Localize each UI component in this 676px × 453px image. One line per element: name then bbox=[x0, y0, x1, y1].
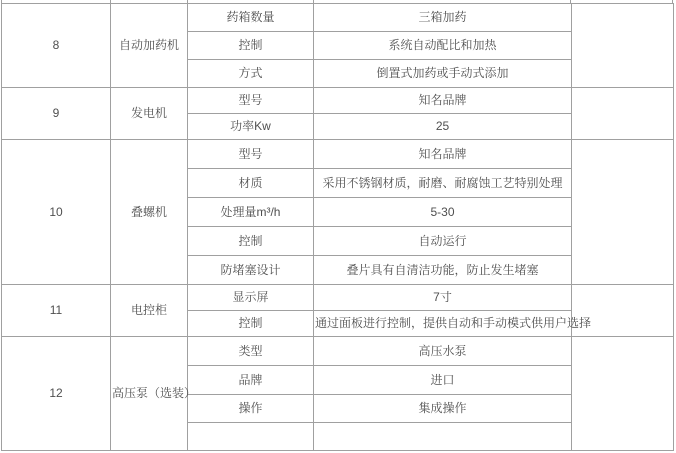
param-cell: 防堵塞设计 bbox=[188, 256, 314, 285]
value-cell: 三箱加药 bbox=[314, 4, 572, 32]
value-cell: 集成操作 bbox=[314, 395, 572, 423]
equipment-name-cell: 电控柜 bbox=[111, 285, 188, 337]
param-cell: 药箱数量 bbox=[188, 4, 314, 32]
value-cell: 叠片具有自清洁功能，防止发生堵塞 bbox=[314, 256, 572, 285]
value-cell: 倒置式加药或手动式添加 bbox=[314, 60, 572, 88]
value-cell: 知名品牌 bbox=[314, 140, 572, 169]
value-cell: 采用不锈钢材质，耐磨、耐腐蚀工艺特别处理 bbox=[314, 169, 572, 198]
row-number-cell: 8 bbox=[2, 4, 111, 88]
value-cell: 通过面板进行控制，提供自动和手动模式供用户选择 bbox=[314, 311, 572, 337]
param-cell: 显示屏 bbox=[188, 285, 314, 311]
param-cell: 品牌 bbox=[188, 366, 314, 395]
table-row bbox=[2, 88, 674, 114]
row-number-cell: 9 bbox=[2, 88, 111, 140]
param-cell: 处理量m³/h bbox=[188, 198, 314, 227]
row-number-cell: 12 bbox=[2, 337, 111, 451]
equipment-name-cell: 高压泵（选装） bbox=[111, 337, 188, 451]
param-cell: 方式 bbox=[188, 60, 314, 88]
param-cell: 型号 bbox=[188, 88, 314, 114]
param-cell: 控制 bbox=[188, 311, 314, 337]
notes-cell bbox=[572, 337, 674, 451]
param-cell: 功率Kw bbox=[188, 114, 314, 140]
notes-cell bbox=[572, 88, 674, 140]
table-row bbox=[2, 4, 674, 32]
spec-table bbox=[1, 3, 674, 451]
equipment-name-cell: 叠螺机 bbox=[111, 140, 188, 285]
row-number-cell: 11 bbox=[2, 285, 111, 337]
value-cell: 高压水泵 bbox=[314, 337, 572, 366]
equipment-name-cell: 自动加药机 bbox=[111, 4, 188, 88]
param-cell: 材质 bbox=[188, 169, 314, 198]
equipment-name-cell: 发电机 bbox=[111, 88, 188, 140]
value-cell: 知名品牌 bbox=[314, 88, 572, 114]
row-number-cell: 10 bbox=[2, 140, 111, 285]
param-cell: 控制 bbox=[188, 32, 314, 60]
param-cell: 操作 bbox=[188, 395, 314, 423]
value-cell: 7寸 bbox=[314, 285, 572, 311]
notes-cell bbox=[572, 4, 674, 88]
param-cell: 控制 bbox=[188, 227, 314, 256]
param-cell bbox=[188, 423, 314, 451]
notes-cell bbox=[572, 140, 674, 285]
param-cell: 类型 bbox=[188, 337, 314, 366]
value-cell: 进口 bbox=[314, 366, 572, 395]
value-cell bbox=[314, 423, 572, 451]
param-cell: 型号 bbox=[188, 140, 314, 169]
value-cell: 系统自动配比和加热 bbox=[314, 32, 572, 60]
value-cell: 5-30 bbox=[314, 198, 572, 227]
table-row bbox=[2, 285, 674, 311]
table-row bbox=[2, 337, 674, 366]
table-row bbox=[2, 140, 674, 169]
value-cell: 25 bbox=[314, 114, 572, 140]
value-cell: 自动运行 bbox=[314, 227, 572, 256]
